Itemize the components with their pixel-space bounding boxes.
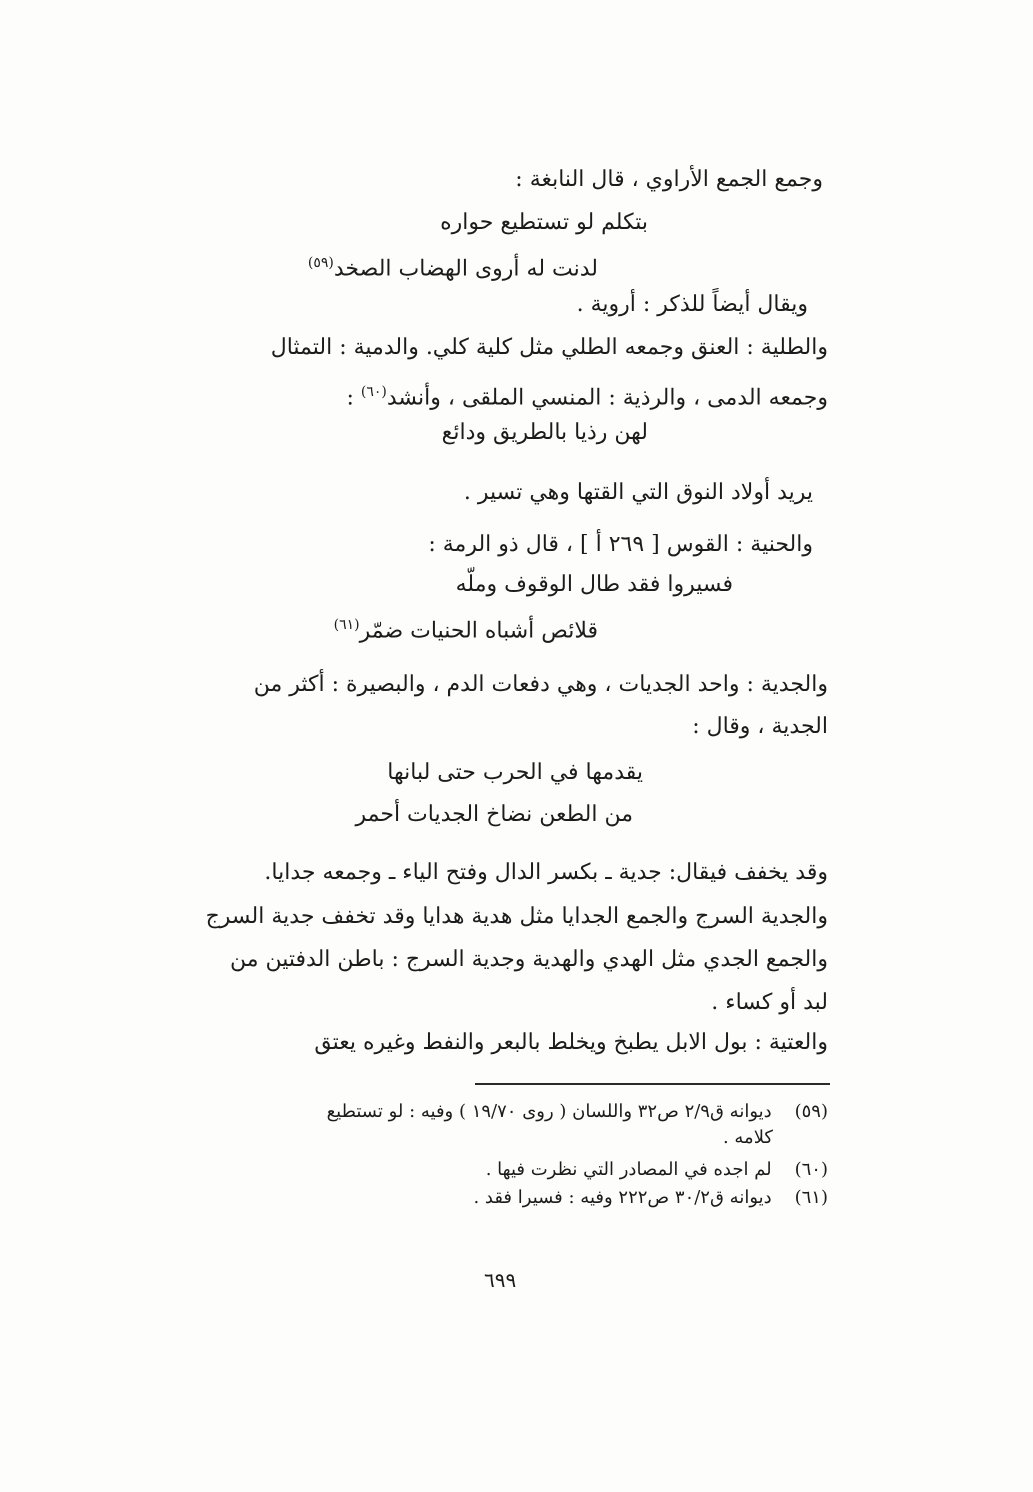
footnote <box>486 1158 828 1182</box>
verse-line: قلائص أشباه الحنيات ضمّر$^{(٦١)}$ <box>333 617 598 644</box>
footnote-text: ديوانه ق٢/٩ ص٣٢ واللسان ( روى ١٩/٧٠ ) وفيه : لو تستطيع <box>326 1101 772 1122</box>
text-line: والجدية : واحد الجديات ، وهي دفعات الدم ، والبصيرة : أكثر من <box>253 672 828 697</box>
text-line: والعتية : بول الابل يطبخ ويخلط بالبعر والنفط وغيره يعتق <box>314 1030 828 1055</box>
footnote-divider <box>475 1083 830 1085</box>
text-line: وجمعه الدمى ، والرذية : المنسي الملقى ، وأنشد$^{(٦٠)}$ : <box>346 384 828 411</box>
footnote-text: ديوانه ق٣٠/٢ ص٢٢٢ وفيه : فسيرا فقد . <box>473 1187 772 1208</box>
text-line: ويقال أيضاً للذكر : أروية . <box>576 292 808 317</box>
footnote-ref: (٥٩) <box>307 255 334 271</box>
verse-line: لدنت له أروى الهضاب الصخد$^{(٥٩)}$ <box>307 255 598 282</box>
text-line: وقد يخفف فيقال: جدية ـ بكسر الدال وفتح الياء ـ وجمعه جدايا. <box>264 860 828 885</box>
text-line: الجدية ، وقال : <box>692 714 828 739</box>
footnote-continuation: كلامه . <box>722 1127 773 1148</box>
text-line: يريد أولاد النوق التي القتها وهي تسير . <box>463 480 813 505</box>
text-line: وجمع الجمع الأراوي ، قال النابغة : <box>515 167 823 192</box>
text-line: والجمع الجدي مثل الهدي والهدية وجدية السرج : باطن الدفتين من <box>229 947 828 972</box>
text-line: لبد أو كساء . <box>711 990 828 1015</box>
footnote-ref: (٦٠) <box>360 384 387 400</box>
footnote-ref: (٦١) <box>333 617 360 633</box>
verse-line: لهن رذيا بالطريق ودائع <box>441 420 648 445</box>
verse-line: فسيروا فقد طال الوقوف وملّه <box>455 572 733 597</box>
footnote <box>327 1100 828 1124</box>
verse-line: من الطعن نضاخ الجديات أحمر <box>355 802 633 827</box>
text-line: والطلية : العنق وجمعه الطلي مثل كلية كلي. والدمية : التمثال <box>270 335 828 360</box>
verse-line: بتكلم لو تستطيع حواره <box>440 210 648 235</box>
footnote-number: (٥٩) <box>794 1101 828 1122</box>
footnote-number: (٦١) <box>794 1187 828 1208</box>
verse-line: يقدمها في الحرب حتى لبانها <box>387 760 643 785</box>
footnote-text: لم اجده في المصادر التي نظرت فيها . <box>485 1159 772 1180</box>
footnote <box>473 1186 828 1210</box>
page-number: ٦٩٩ <box>484 1268 517 1292</box>
text-line: والجدية السرج والجمع الجدايا مثل هدية هدايا وقد تخفف جدية السرج <box>205 904 828 929</box>
text-line: والحنية : القوس [ ٢٦٩ أ ] ، قال ذو الرمة : <box>428 532 813 557</box>
footnote-number: (٦٠) <box>794 1159 828 1180</box>
